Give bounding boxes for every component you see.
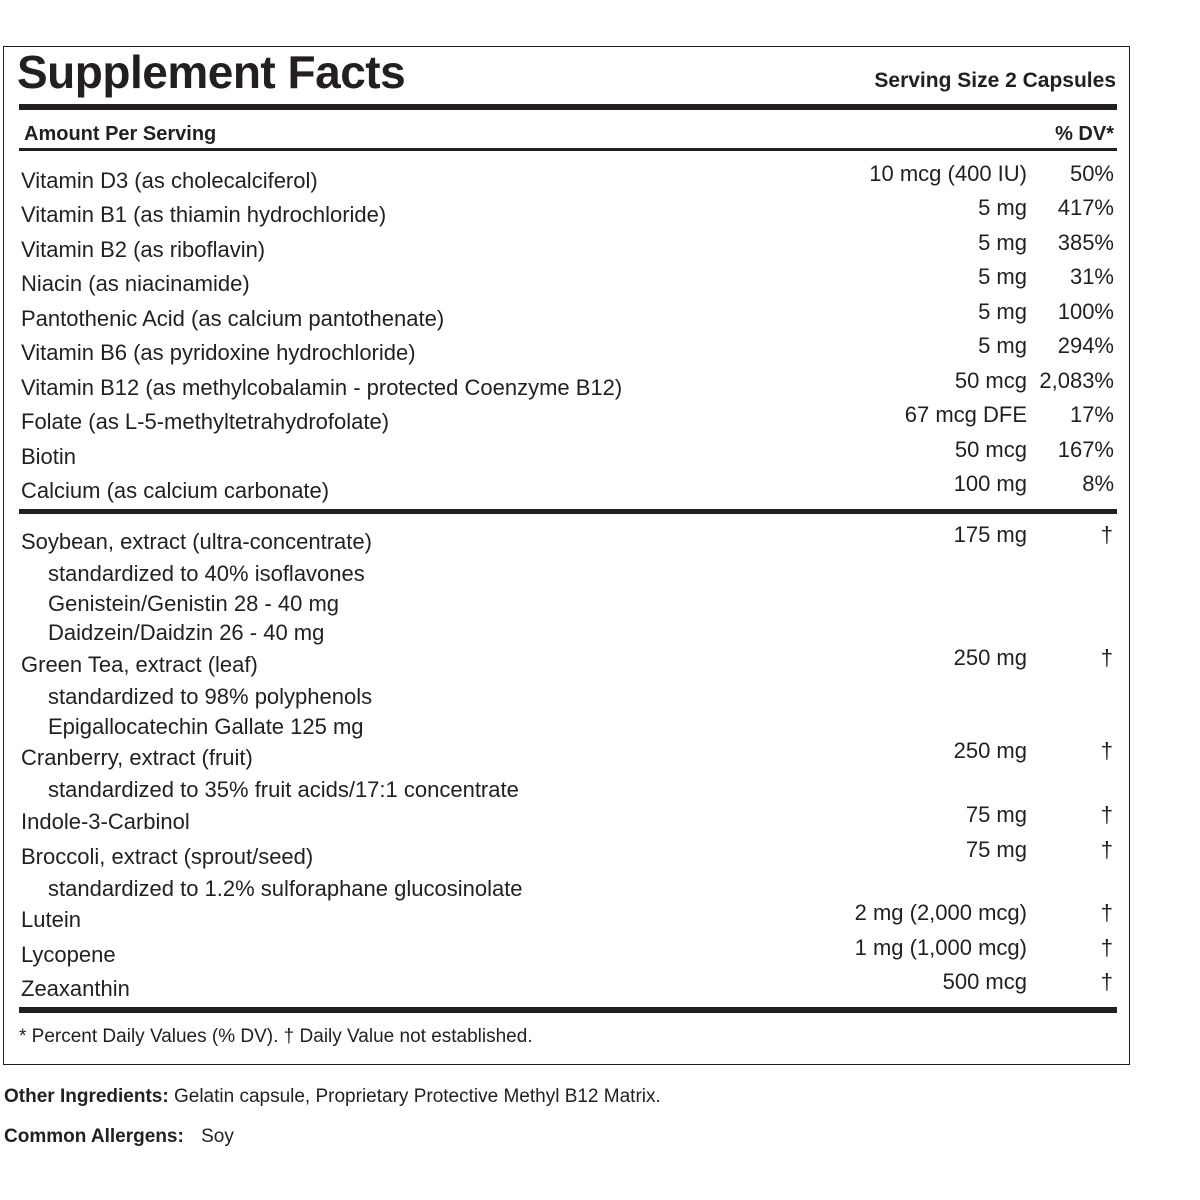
ingredient-row <box>21 802 1117 839</box>
nutrient-dv: 167% <box>1057 437 1114 462</box>
other-ingredients-value: Gelatin capsule, Proprietary Protective Methyl B12 Matrix. <box>173 1086 661 1107</box>
nutrient-amount: 100 mg <box>953 471 1027 496</box>
bottom-divider <box>19 1007 1117 1013</box>
nutrient-amount: 5 mg <box>978 264 1027 289</box>
nutrient-dv: 2,083% <box>1039 368 1114 393</box>
vitamin-row <box>21 437 1117 474</box>
dagger-mark: † <box>1100 645 1113 670</box>
ingredient-name: Indole-3-Carbinol <box>21 809 190 834</box>
ingredient-name: Lycopene <box>21 942 116 967</box>
nutrient-name: Vitamin B12 (as methylcobalamin - protected Coenzyme B12) <box>21 375 623 400</box>
nutrient-dv: 100% <box>1057 299 1114 324</box>
title-divider <box>19 104 1117 110</box>
ingredient-detail: Genistein/Genistin 28 - 40 mg <box>48 591 340 616</box>
nutrient-amount: 5 mg <box>978 230 1027 255</box>
ingredient-amount: 2 mg (2,000 mcg) <box>854 900 1027 925</box>
dagger-mark: † <box>1100 935 1113 960</box>
allergens-value: Soy <box>201 1126 234 1147</box>
nutrient-dv: 385% <box>1057 230 1114 255</box>
ingredient-detail: standardized to 1.2% sulforaphane glucosinolate <box>48 876 523 901</box>
ingredient-name: Zeaxanthin <box>21 976 130 1001</box>
amount-per-serving-header: Amount Per Serving <box>24 123 217 145</box>
ingredient-name: Lutein <box>21 907 81 932</box>
dagger-mark: † <box>1100 522 1113 547</box>
nutrient-name: Vitamin B6 (as pyridoxine hydrochloride) <box>21 340 416 365</box>
ingredient-amount: 500 mcg <box>942 969 1027 994</box>
nutrient-amount: 5 mg <box>978 195 1027 220</box>
vitamin-row <box>21 264 1117 301</box>
ingredient-row <box>21 738 1117 775</box>
ingredient-row <box>21 969 1117 1006</box>
dagger-mark: † <box>1100 837 1113 862</box>
nutrient-name: Calcium (as calcium carbonate) <box>21 478 330 503</box>
nutrient-name: Biotin <box>21 444 77 469</box>
ingredient-name: Soybean, extract (ultra-concentrate) <box>21 529 372 554</box>
ingredient-amount: 75 mg <box>965 802 1027 827</box>
vitamin-row <box>21 402 1117 439</box>
ingredient-amount: 250 mg <box>953 645 1027 670</box>
vitamin-row <box>21 333 1117 370</box>
nutrient-amount: 5 mg <box>978 299 1027 324</box>
nutrient-name: Folate (as L-5-methyltetrahydrofolate) <box>21 409 390 434</box>
ingredient-name: Broccoli, extract (sprout/seed) <box>21 844 314 869</box>
nutrient-name: Pantothenic Acid (as calcium pantothenate) <box>21 306 445 331</box>
nutrient-amount: 10 mcg (400 IU) <box>869 161 1027 186</box>
ingredient-amount: 175 mg <box>953 522 1027 547</box>
nutrient-dv: 417% <box>1057 195 1114 220</box>
ingredient-detail: standardized to 98% polyphenols <box>48 684 373 709</box>
nutrient-name: Vitamin B2 (as riboflavin) <box>21 237 266 262</box>
ingredient-row <box>21 522 1117 559</box>
ingredient-detail: standardized to 40% isoflavones <box>48 561 365 586</box>
header-divider <box>19 148 1117 151</box>
common-allergens <box>4 1124 234 1150</box>
nutrient-name: Vitamin D3 (as cholecalciferol) <box>21 168 318 193</box>
vitamin-row <box>21 230 1117 267</box>
dagger-mark: † <box>1100 802 1113 827</box>
dagger-mark: † <box>1100 969 1113 994</box>
nutrient-amount: 50 mcg <box>954 368 1027 393</box>
ingredient-detail: standardized to 35% fruit acids/17:1 concentrate <box>48 777 519 802</box>
dv-header: % DV* <box>1055 123 1114 145</box>
vitamin-row <box>21 161 1117 198</box>
vitamin-row <box>21 471 1117 508</box>
vitamin-row <box>21 299 1117 336</box>
nutrient-dv: 17% <box>1069 402 1114 427</box>
ingredient-detail: Daidzein/Daidzin 26 - 40 mg <box>48 620 325 645</box>
nutrient-dv: 294% <box>1057 333 1114 358</box>
vitamin-row <box>21 195 1117 232</box>
ingredient-name: Green Tea, extract (leaf) <box>21 652 258 677</box>
serving-size: Serving Size 2 Capsules <box>874 69 1116 92</box>
page-title: Supplement Facts <box>17 46 406 98</box>
ingredient-row <box>21 645 1117 682</box>
allergens-label: Common Allergens: <box>4 1126 184 1147</box>
ingredient-amount: 1 mg (1,000 mcg) <box>854 935 1027 960</box>
nutrient-name: Vitamin B1 (as thiamin hydrochloride) <box>21 202 387 227</box>
ingredient-amount: 250 mg <box>953 738 1027 763</box>
footnote: * Percent Daily Values (% DV). † Daily Value not established. <box>19 1026 533 1047</box>
nutrient-amount: 5 mg <box>978 333 1027 358</box>
dagger-mark: † <box>1100 738 1113 763</box>
other-ingredients-label: Other Ingredients: <box>4 1086 169 1107</box>
nutrient-amount: 50 mcg <box>954 437 1027 462</box>
ingredient-name: Cranberry, extract (fruit) <box>21 745 253 770</box>
nutrient-name: Niacin (as niacinamide) <box>21 271 250 296</box>
nutrient-dv: 31% <box>1069 264 1114 289</box>
nutrient-dv: 8% <box>1082 471 1114 496</box>
dagger-mark: † <box>1100 900 1113 925</box>
nutrient-amount: 67 mcg DFE <box>904 402 1027 427</box>
ingredient-detail: Epigallocatechin Gallate 125 mg <box>48 714 364 739</box>
ingredient-row <box>21 837 1117 874</box>
ingredient-amount: 75 mg <box>965 837 1027 862</box>
nutrient-dv: 50% <box>1069 161 1114 186</box>
other-ingredients <box>4 1084 661 1110</box>
section-divider <box>19 509 1117 514</box>
